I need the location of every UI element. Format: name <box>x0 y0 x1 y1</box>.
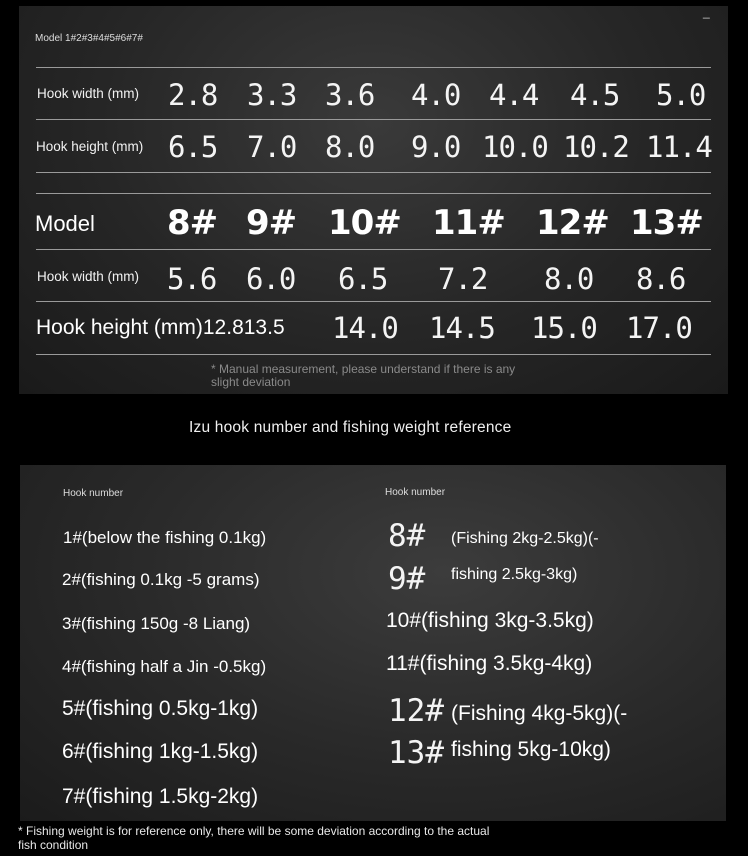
list-item: 11#(fishing 3.5kg-4kg) <box>386 652 593 675</box>
measurement-note-line-1: * Manual measurement, please understand if there is any <box>211 362 516 376</box>
table-divider <box>36 67 711 68</box>
weight-text-9: fishing 2.5kg-3kg) <box>451 566 578 583</box>
table-cell: 13# <box>630 203 703 243</box>
table-divider <box>36 172 711 173</box>
hook-number-8: 8# <box>388 518 426 554</box>
table-cell: 3.3 <box>247 78 297 112</box>
table-cell: 14.0 <box>332 311 398 345</box>
weight-text-12: (Fishing 4kg-5kg)(- <box>451 702 628 725</box>
table-cell: 7.0 <box>247 130 297 164</box>
table-divider <box>36 249 711 250</box>
weight-text-13: fishing 5kg-10kg) <box>451 738 611 761</box>
hook-number-9: 9# <box>388 561 426 597</box>
list-item: 10#(fishing 3kg-3.5kg) <box>386 609 594 632</box>
list-item: 4#(fishing half a Jin -0.5kg) <box>62 657 267 676</box>
table-cell: 6.0 <box>246 262 296 296</box>
table-cell: 12# <box>536 203 609 243</box>
table-cell: 2.8 <box>168 78 218 112</box>
minus-mark: _ <box>703 5 710 19</box>
table-cell: 11.4 <box>646 130 712 164</box>
table-cell: 5.0 <box>656 78 706 112</box>
measurement-note-line-2: slight deviation <box>211 375 291 389</box>
list-item: 1#(below the fishing 0.1kg) <box>63 528 267 547</box>
table-cell: 8.6 <box>636 262 686 296</box>
list-item: 6#(fishing 1kg-1.5kg) <box>62 740 259 763</box>
table-cell: 10# <box>328 203 401 243</box>
table-cell: 10.2 <box>563 130 629 164</box>
table-divider <box>36 354 711 355</box>
model-row-1-label: Model 1#2#3#4#5#6#7# <box>35 33 143 44</box>
table-cell: 3.6 <box>325 78 375 112</box>
fishing-weight-panel <box>20 465 726 821</box>
table-divider <box>36 193 711 194</box>
footer-note-line-2: fish condition <box>18 838 89 852</box>
hook-number-13: 13# <box>388 735 444 771</box>
table-cell: 4.5 <box>570 78 620 112</box>
table-cell: 9# <box>246 203 297 243</box>
table-cell: 4.0 <box>411 78 461 112</box>
table-cell: 8.0 <box>325 130 375 164</box>
section-title: Izu hook number and fishing weight reference <box>189 419 512 436</box>
footer-note-line-1: * Fishing weight is for reference only, there will be some deviation according to the actual <box>18 824 490 838</box>
list-item: 3#(fishing 150g -8 Liang) <box>62 614 251 633</box>
list-item: 5#(fishing 0.5kg-1kg) <box>62 697 259 720</box>
hook-width-label-1: Hook width (mm) <box>37 86 140 101</box>
table-cell: 6.5 <box>168 130 218 164</box>
table-cell: 14.5 <box>429 311 495 345</box>
table-divider <box>36 119 711 120</box>
table-cell: 5.6 <box>167 262 217 296</box>
table-cell: 11# <box>432 203 505 243</box>
table-cell: 4.4 <box>489 78 539 112</box>
model-label-2: Model <box>35 211 95 236</box>
table-cell: 10.0 <box>482 130 548 164</box>
list-item: 7#(fishing 1.5kg-2kg) <box>62 785 259 808</box>
table-cell: 6.5 <box>338 262 388 296</box>
table-cell: 17.0 <box>626 311 692 345</box>
hook-width-label-2: Hook width (mm) <box>37 269 140 284</box>
list-item: 2#(fishing 0.1kg -5 grams) <box>62 570 260 589</box>
hook-height-label-1: Hook height (mm) <box>36 139 144 154</box>
table-divider <box>36 301 711 302</box>
hook-number-12: 12# <box>388 693 444 729</box>
hook-height-label-2: Hook height (mm)12.813.5 <box>36 316 285 339</box>
hook-number-header-left: Hook number <box>63 488 124 499</box>
table-cell: 8.0 <box>544 262 594 296</box>
table-cell: 15.0 <box>531 311 597 345</box>
table-cell: 8# <box>167 203 218 243</box>
weight-text-8: (Fishing 2kg-2.5kg)(- <box>451 530 599 547</box>
table-cell: 9.0 <box>411 130 461 164</box>
hook-number-header-right: Hook number <box>385 487 446 498</box>
table-cell: 7.2 <box>438 262 488 296</box>
